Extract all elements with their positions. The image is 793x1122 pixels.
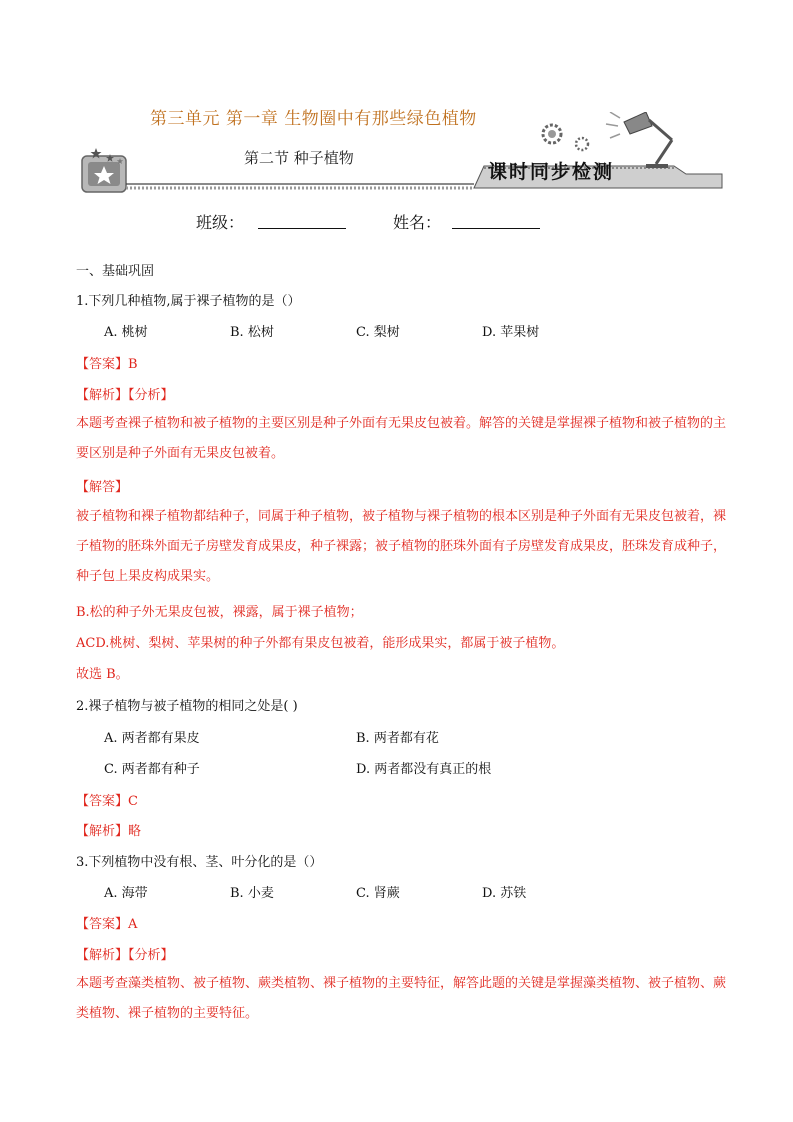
question-stem: 3.下列植物中没有根、茎、叶分化的是（） bbox=[76, 855, 323, 870]
analysis: 【解析】略 bbox=[76, 824, 142, 839]
option-a: A. 桃树 bbox=[104, 325, 148, 340]
option-d: D. 苏铁 bbox=[482, 886, 527, 901]
option-c: C. 梨树 bbox=[356, 325, 400, 340]
solution-line-b: B.松的种子外无果皮包被，裸露，属于裸子植物； bbox=[76, 605, 363, 620]
unit-title: 第三单元 第一章 生物圈中有那些绿色植物 bbox=[150, 109, 477, 129]
solution-line-acd: ACD.桃树、梨树、苹果树的种子外都有果皮包被着，能形成果实，都属于被子植物。 bbox=[76, 636, 565, 651]
answer: 【答案】B bbox=[76, 357, 138, 372]
star-badge-icon bbox=[82, 148, 126, 192]
class-label: 班级： bbox=[196, 213, 245, 232]
option-d: D. 苹果树 bbox=[482, 325, 540, 340]
solution-label: 【解答】 bbox=[76, 480, 129, 495]
analysis-text: 本题考查藻类植物、被子植物、蕨类植物、裸子植物的主要特征，解答此题的关键是掌握藻类植物、被子植物、蕨类植物、裸子植物的主要特征。 bbox=[76, 976, 727, 1021]
answer: 【答案】A bbox=[76, 917, 138, 932]
gear-icon bbox=[543, 125, 588, 150]
name-label: 姓名： bbox=[393, 213, 442, 232]
option-b: B. 松树 bbox=[230, 325, 274, 340]
option-a: A. 两者都有果皮 bbox=[104, 731, 200, 746]
solution-text: 被子植物和裸子植物都结种子，同属于种子植物，被子植物与裸子植物的根本区别是种子外面有无果皮包被着，裸子植物的胚珠外面无子房壁发育成果皮，种子裸露；被子植物的胚珠外面有子房壁发育成果皮，胚珠发育成种子，种子包上果皮构成果实。 bbox=[76, 509, 727, 584]
conclusion: 故选 B。 bbox=[76, 667, 129, 682]
class-field[interactable] bbox=[258, 228, 346, 229]
analysis-text: 本题考查裸子植物和被子植物的主要区别是种子外面有无果皮包被着。解答的关键是掌握裸子植物和被子植物的主要区别是种子外面有无果皮包被着。 bbox=[76, 416, 727, 461]
question-stem: 1.下列几种植物,属于裸子植物的是（） bbox=[76, 294, 301, 309]
name-field[interactable] bbox=[452, 228, 540, 229]
option-b: B. 小麦 bbox=[230, 886, 274, 901]
answer: 【答案】C bbox=[76, 794, 138, 809]
option-c: C. 肾蕨 bbox=[356, 886, 400, 901]
analysis-label: 【解析】【分析】 bbox=[76, 948, 174, 963]
stamp-text: 课时同步检测 bbox=[488, 161, 615, 183]
option-b: B. 两者都有花 bbox=[356, 731, 439, 746]
option-c: C. 两者都有种子 bbox=[104, 762, 200, 777]
section-title: 第二节 种子植物 bbox=[244, 149, 354, 167]
question-stem: 2.裸子植物与被子植物的相同之处是( ) bbox=[76, 699, 298, 714]
section-heading: 一、基础巩固 bbox=[76, 264, 155, 279]
option-a: A. 海带 bbox=[104, 886, 148, 901]
option-d: D. 两者都没有真正的根 bbox=[356, 762, 492, 777]
analysis-label: 【解析】【分析】 bbox=[76, 388, 174, 403]
desk-lamp-icon bbox=[606, 112, 672, 168]
